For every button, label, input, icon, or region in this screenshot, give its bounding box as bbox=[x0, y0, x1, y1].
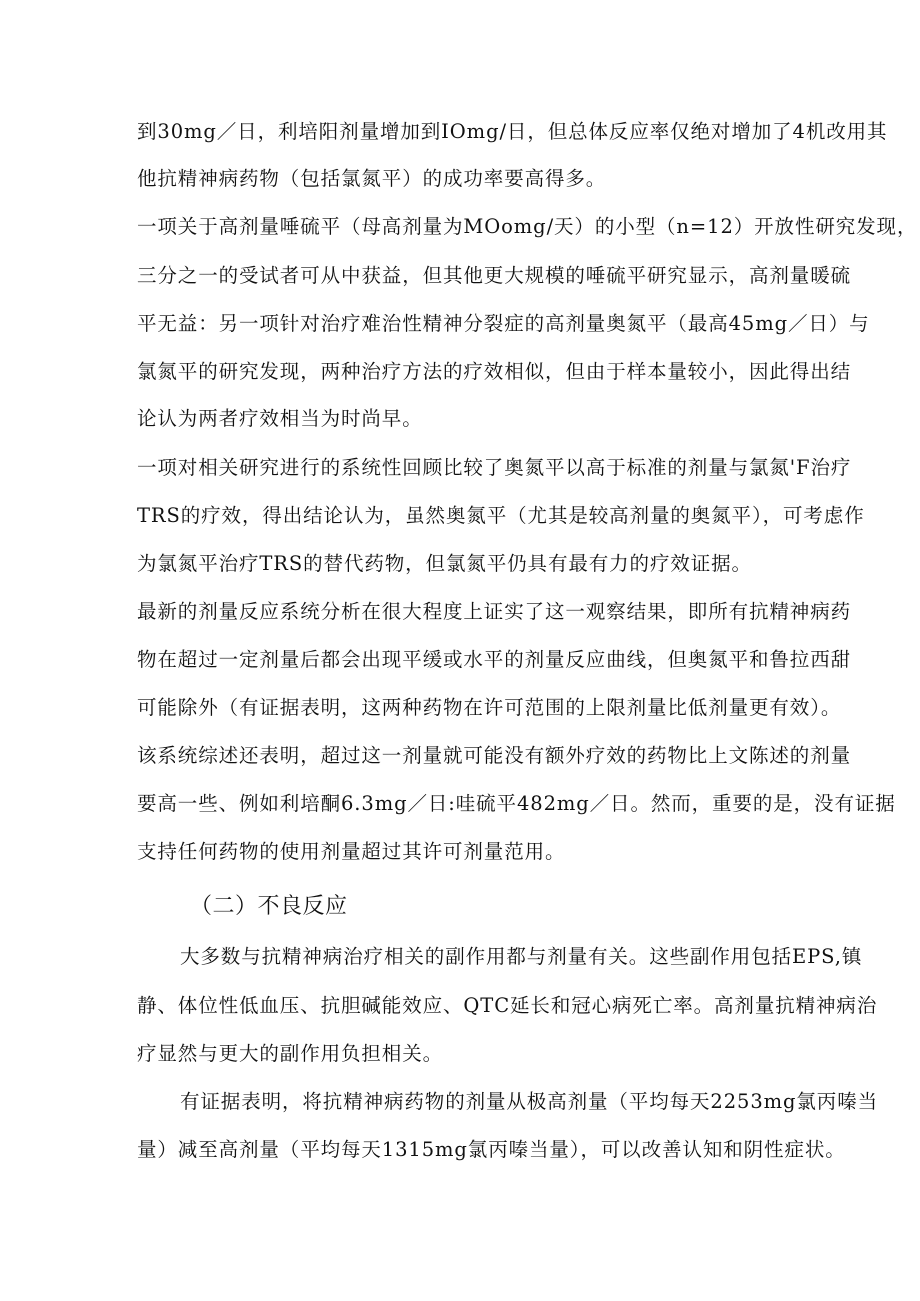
section-paragraph-1-line-3: 疗显然与更大的副作用负担相关。 bbox=[137, 1042, 444, 1065]
paragraph-2-line-5: 论认为两者疗效相当为时尚早。 bbox=[137, 407, 423, 430]
paragraph-2-line-3: 平无益：另一项针对治疗难治性精神分裂症的高剂量奥氮平（最高45mg／日）与 bbox=[137, 312, 870, 335]
paragraph-2-line-2: 三分之一的受试者可从中获益，但其他更大规模的唾硫平研究显示，高剂量暖硫 bbox=[137, 264, 852, 287]
paragraph-3-line-2: TRS的疗效，得出结论认为，虽然奥氮平（尤其是较高剂量的奥氮平），可考虑作 bbox=[137, 504, 865, 527]
paragraph-2-line-4: 氯氮平的研究发现，两种治疗方法的疗效相似，但由于样本量较小，因此得出结 bbox=[137, 360, 852, 383]
paragraph-4-line-3: 可能除外（有证据表明，这两种药物在许可范围的上限剂量比低剂量更有效）。 bbox=[137, 696, 842, 719]
paragraph-1-line-2: 他抗精神病药物（包括氯氮平）的成功率要高得多。 bbox=[137, 167, 607, 190]
section-heading: （二）不良反应 bbox=[190, 894, 348, 919]
section-paragraph-2-line-1: 有证据表明，将抗精神病药物的剂量从极高剂量（平均每天2253mg氯丙嗪当 bbox=[180, 1090, 878, 1113]
section-paragraph-1-line-2: 静、体位性低血压、抗胆碱能效应、QTC延长和冠心病死亡率。高剂量抗精神病治 bbox=[137, 994, 878, 1017]
paragraph-4-line-2: 物在超过一定剂量后都会出现平缓或水平的剂量反应曲线，但奥氮平和鲁拉西甜 bbox=[137, 648, 852, 671]
paragraph-3-line-1: 一项对相关研究进行的系统性回顾比较了奥氮平以高于标准的剂量与氯氮'F治疗 bbox=[137, 456, 852, 479]
paragraph-3-line-3: 为氯氮平治疗TRS的替代药物，但氯氮平仍具有最有力的疗效证据。 bbox=[137, 552, 752, 575]
paragraph-2-line-1: 一项关于高剂量唾硫平（母高剂量为MOomg/天）的小型（n=12）开放性研究发现， bbox=[137, 215, 918, 238]
paragraph-5-line-3: 支持任何药物的使用剂量超过其许可剂量范用。 bbox=[137, 840, 566, 863]
paragraph-4-line-1: 最新的剂量反应系统分析在很大程度上证实了这一观察结果，即所有抗精神病药 bbox=[137, 600, 852, 623]
section-paragraph-1-line-1: 大多数与抗精神病治疗相关的副作用都与剂量有关。这些副作用包括EPS,镇 bbox=[180, 945, 863, 968]
paragraph-5-line-1: 该系统综述还表明，超过这一剂量就可能没有额外疗效的药物比上文陈述的剂量 bbox=[137, 744, 852, 767]
paragraph-5-line-2: 要高一些、例如利培酮6.3mg／日:哇硫平482mg／日。然而，重要的是，没有证据 bbox=[137, 792, 896, 815]
section-paragraph-2-line-2: 量）减至高剂量（平均每天1315mg氯丙嗪当量），可以改善认知和阴性症状。 bbox=[137, 1138, 846, 1161]
paragraph-1-line-1: 到30mg／日，利培阳剂量增加到IOmg/日，但总体反应率仅绝对增加了4机改用其 bbox=[137, 120, 888, 143]
